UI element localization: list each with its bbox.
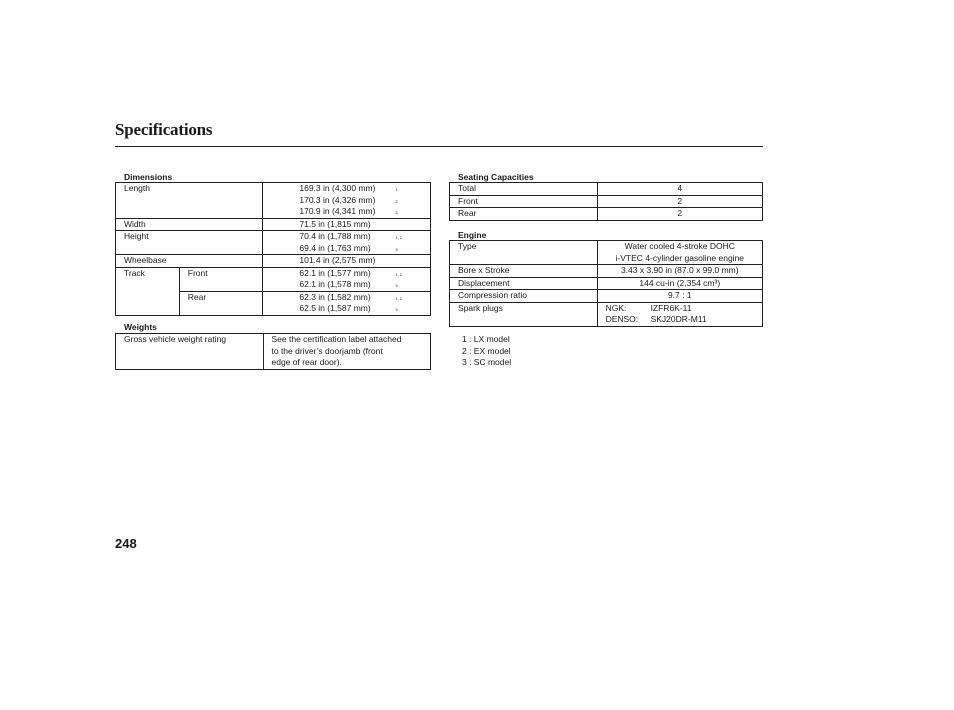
height-label: Height: [116, 231, 263, 255]
engine-heading: Engine: [458, 230, 487, 240]
seating-label: Front: [450, 195, 598, 208]
wheelbase-value: 101.4 in (2,575 mm): [263, 255, 431, 268]
height-values: [263, 231, 431, 255]
track-front-value: 62.1 in (1,578 mm) 3: [299, 279, 398, 289]
track-rear-values: [263, 291, 431, 315]
seating-value: 2: [597, 208, 762, 221]
model-notes: [462, 334, 511, 369]
track-front-values: [263, 267, 431, 291]
length-value: 170.9 in (4,341 mm) 3: [299, 206, 398, 216]
track-front-value: 62.1 in (1,577 mm) 1, 2: [299, 267, 403, 278]
page-number: 248: [115, 536, 137, 551]
compression-value: 9.7 : 1: [597, 290, 762, 303]
track-rear-value: 62.5 in (1,587 mm) 3: [299, 303, 398, 313]
displacement-label: Displacement: [450, 277, 598, 290]
wheelbase-label: Wheelbase: [116, 255, 263, 268]
dimensions-table: [115, 182, 431, 316]
note-item: 2 : EX model: [462, 345, 511, 356]
table-row: [116, 334, 431, 370]
compression-label: Compression ratio: [450, 290, 598, 303]
note-item: 1 : LX model: [462, 334, 510, 344]
displacement-value: 144 cu-in (2,354 cm³): [597, 277, 762, 290]
title-divider: [115, 146, 763, 147]
gvwr-value: See the certification label attached to the driver’s doorjamb (front edge of rear door).: [263, 334, 431, 370]
bore-value: 3.43 x 3.90 in (87.0 x 99.0 mm): [597, 265, 762, 278]
length-value: 169.3 in (4,300 mm) 1: [299, 183, 398, 193]
table-row: [450, 302, 763, 326]
seating-value: 2: [597, 195, 762, 208]
engine-type-label: Type: [450, 241, 598, 265]
track-rear-value: 62.3 in (1,582 mm) 1, 2: [299, 291, 403, 302]
note-item: 3 : SC model: [462, 357, 512, 367]
engine-type-value: Water cooled 4-stroke DOHC i-VTEC 4-cylinder gasoline engine: [597, 241, 762, 265]
plug-brand: DENSO:: [605, 314, 639, 324]
plug-brand: NGK:: [605, 302, 627, 313]
length-label: Length: [116, 183, 263, 219]
weights-table: [115, 333, 431, 370]
track-label: Track: [116, 267, 180, 315]
gvwr-label: Gross vehicle weight rating: [116, 334, 264, 370]
table-row: [450, 265, 763, 278]
table-row: [450, 195, 763, 208]
table-row: [116, 183, 431, 219]
page-title: Specifications: [115, 120, 213, 139]
table-row: [116, 255, 431, 268]
bore-label: Bore x Stroke: [450, 265, 598, 278]
table-row: [116, 267, 431, 291]
table-row: [450, 241, 763, 265]
seating-label: Total: [450, 183, 598, 196]
length-value: 170.3 in (4,326 mm) 2: [299, 194, 398, 205]
table-row: [450, 290, 763, 303]
plug-part: IZFR6K-11: [650, 302, 692, 313]
seating-heading: Seating Capacities: [458, 172, 534, 182]
height-value: 69.4 in (1,763 mm) 3: [299, 242, 398, 253]
spark-plugs-value: [597, 302, 762, 326]
table-row: [450, 183, 763, 196]
dimensions-heading: Dimensions: [124, 172, 173, 182]
table-row: [116, 218, 431, 231]
track-front-label: Front: [179, 267, 263, 291]
seating-table: [449, 182, 763, 221]
engine-table: [449, 240, 763, 327]
spark-plugs-label: Spark plugs: [450, 302, 598, 326]
table-row: [450, 208, 763, 221]
track-rear-label: Rear: [179, 291, 263, 315]
table-row: [450, 277, 763, 290]
seating-label: Rear: [450, 208, 598, 221]
width-value: 71.5 in (1,815 mm): [263, 218, 431, 231]
seating-value: 4: [597, 183, 762, 196]
width-label: Width: [116, 218, 263, 231]
weights-heading: Weights: [124, 322, 157, 332]
table-row: [116, 231, 431, 255]
plug-part: SKJ20DR-M11: [650, 314, 707, 324]
length-values: [263, 183, 431, 219]
height-value: 70.4 in (1,788 mm) 1, 2: [299, 231, 403, 241]
